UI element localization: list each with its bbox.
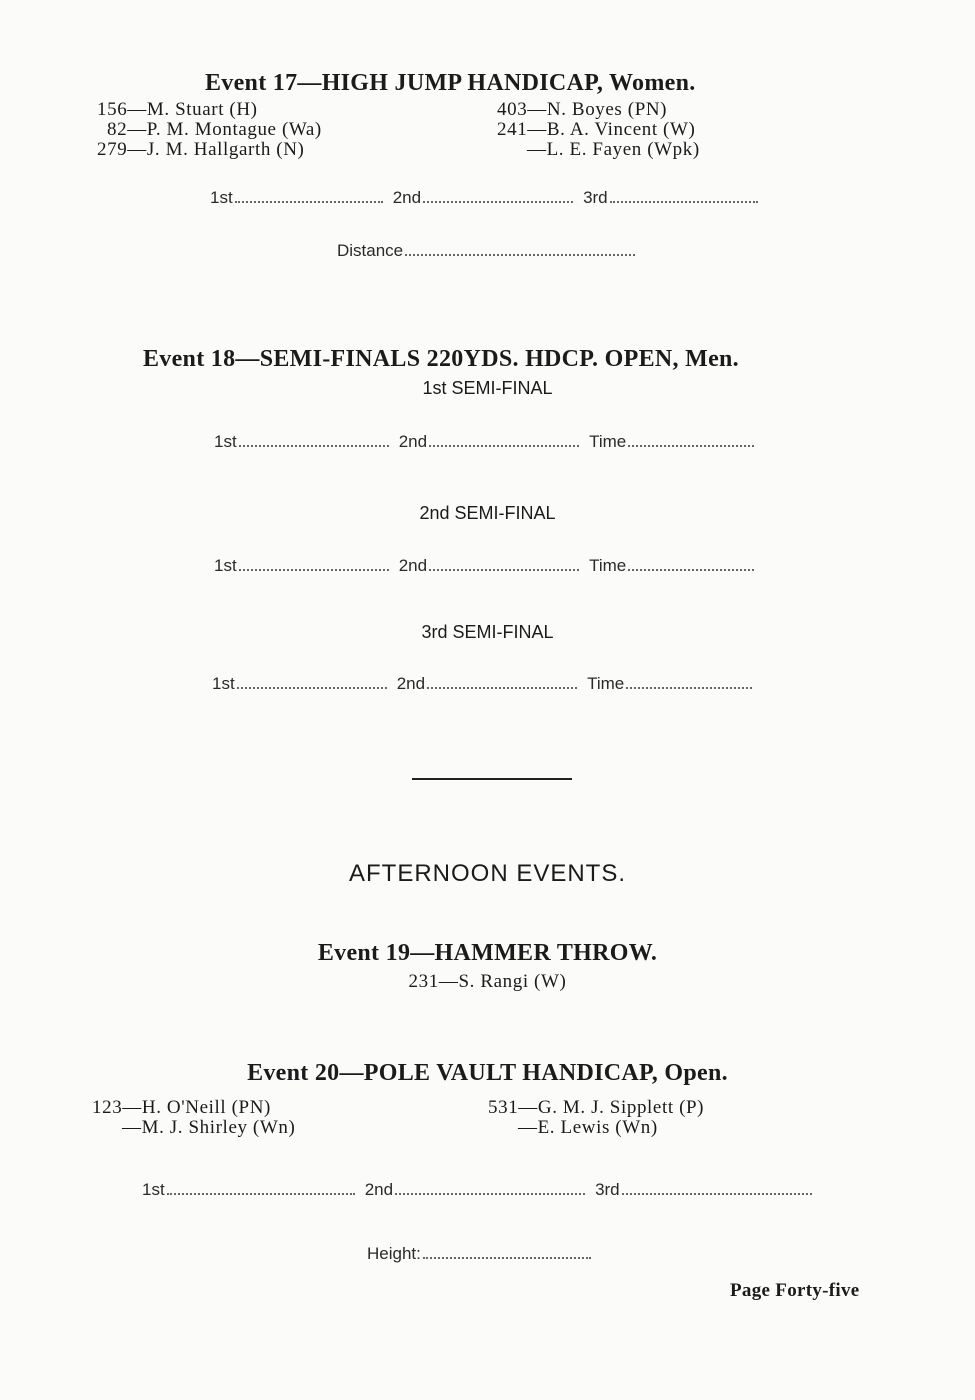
semi-final-placings — [214, 556, 764, 576]
semi-final-label: 2nd SEMI-FINAL — [419, 503, 556, 523]
event17-entry: 403—N. Boyes (PN) — [497, 99, 668, 120]
section-divider — [412, 778, 572, 780]
blank-line — [239, 569, 389, 571]
event20-entry: 123—H. O'Neill (PN) — [92, 1097, 271, 1118]
event18-title: Event 18—SEMI-FINALS 220YDS. HDCP. OPEN, Men. — [143, 346, 739, 372]
height-label: Height: — [367, 1244, 421, 1263]
first-label: 1st — [212, 674, 235, 693]
event20-entry: 531—G. M. J. Sipplett (P) — [488, 1097, 705, 1118]
page-number: Page Forty-five — [730, 1280, 860, 1301]
blank-line — [423, 201, 573, 203]
time-label: Time — [589, 432, 627, 451]
second-label: 2nd — [398, 556, 428, 575]
second-label: 2nd — [398, 432, 428, 451]
event17-entry: 241—B. A. Vincent (W) — [497, 119, 696, 140]
event17-entry: 279—J. M. Hallgarth (N) — [97, 139, 305, 160]
blank-line — [610, 201, 758, 203]
event17-entry: 156—M. Stuart (H) — [97, 99, 258, 120]
event17-distance — [337, 241, 645, 261]
blank-line — [235, 201, 383, 203]
event19-entry: 231—S. Rangi (W) — [408, 971, 567, 992]
second-label: 2nd — [392, 188, 422, 207]
blank-line — [405, 254, 635, 256]
event17-placings — [210, 188, 768, 208]
first-label: 1st — [214, 432, 237, 451]
first-label: 1st — [142, 1180, 165, 1199]
second-label: 2nd — [396, 674, 426, 693]
second-label: 2nd — [364, 1180, 394, 1199]
distance-label: Distance — [337, 241, 404, 260]
blank-line — [628, 445, 754, 447]
blank-line — [167, 1193, 355, 1195]
event17-entry: —L. E. Fayen (Wpk) — [527, 139, 700, 160]
blank-line — [429, 569, 579, 571]
afternoon-heading: AFTERNOON EVENTS. — [348, 860, 627, 887]
first-label: 1st — [214, 556, 237, 575]
blank-line — [628, 569, 754, 571]
time-label: Time — [587, 674, 625, 693]
third-label: 3rd — [595, 1180, 620, 1199]
blank-line — [429, 445, 579, 447]
event20-title: Event 20—POLE VAULT HANDICAP, Open. — [247, 1060, 728, 1086]
semi-final-label: 1st SEMI-FINAL — [422, 378, 553, 398]
semi-final-placings — [212, 674, 762, 694]
first-label: 1st — [210, 188, 233, 207]
blank-line — [622, 1193, 812, 1195]
event20-entry: —M. J. Shirley (Wn) — [122, 1117, 296, 1138]
event19-title: Event 19—HAMMER THROW. — [317, 940, 658, 966]
blank-line — [427, 687, 577, 689]
blank-line — [423, 1257, 591, 1259]
blank-line — [626, 687, 752, 689]
semi-final-label: 3rd SEMI-FINAL — [421, 622, 554, 642]
event20-entry: —E. Lewis (Wn) — [518, 1117, 658, 1138]
event17-title: Event 17—HIGH JUMP HANDICAP, Women. — [205, 70, 696, 96]
blank-line — [237, 687, 387, 689]
event20-height — [367, 1244, 601, 1264]
event20-placings — [142, 1180, 822, 1200]
semi-final-placings — [214, 432, 764, 452]
time-label: Time — [589, 556, 627, 575]
blank-line — [239, 445, 389, 447]
blank-line — [395, 1193, 585, 1195]
event17-entry: 82—P. M. Montague (Wa) — [107, 119, 322, 140]
third-label: 3rd — [583, 188, 608, 207]
